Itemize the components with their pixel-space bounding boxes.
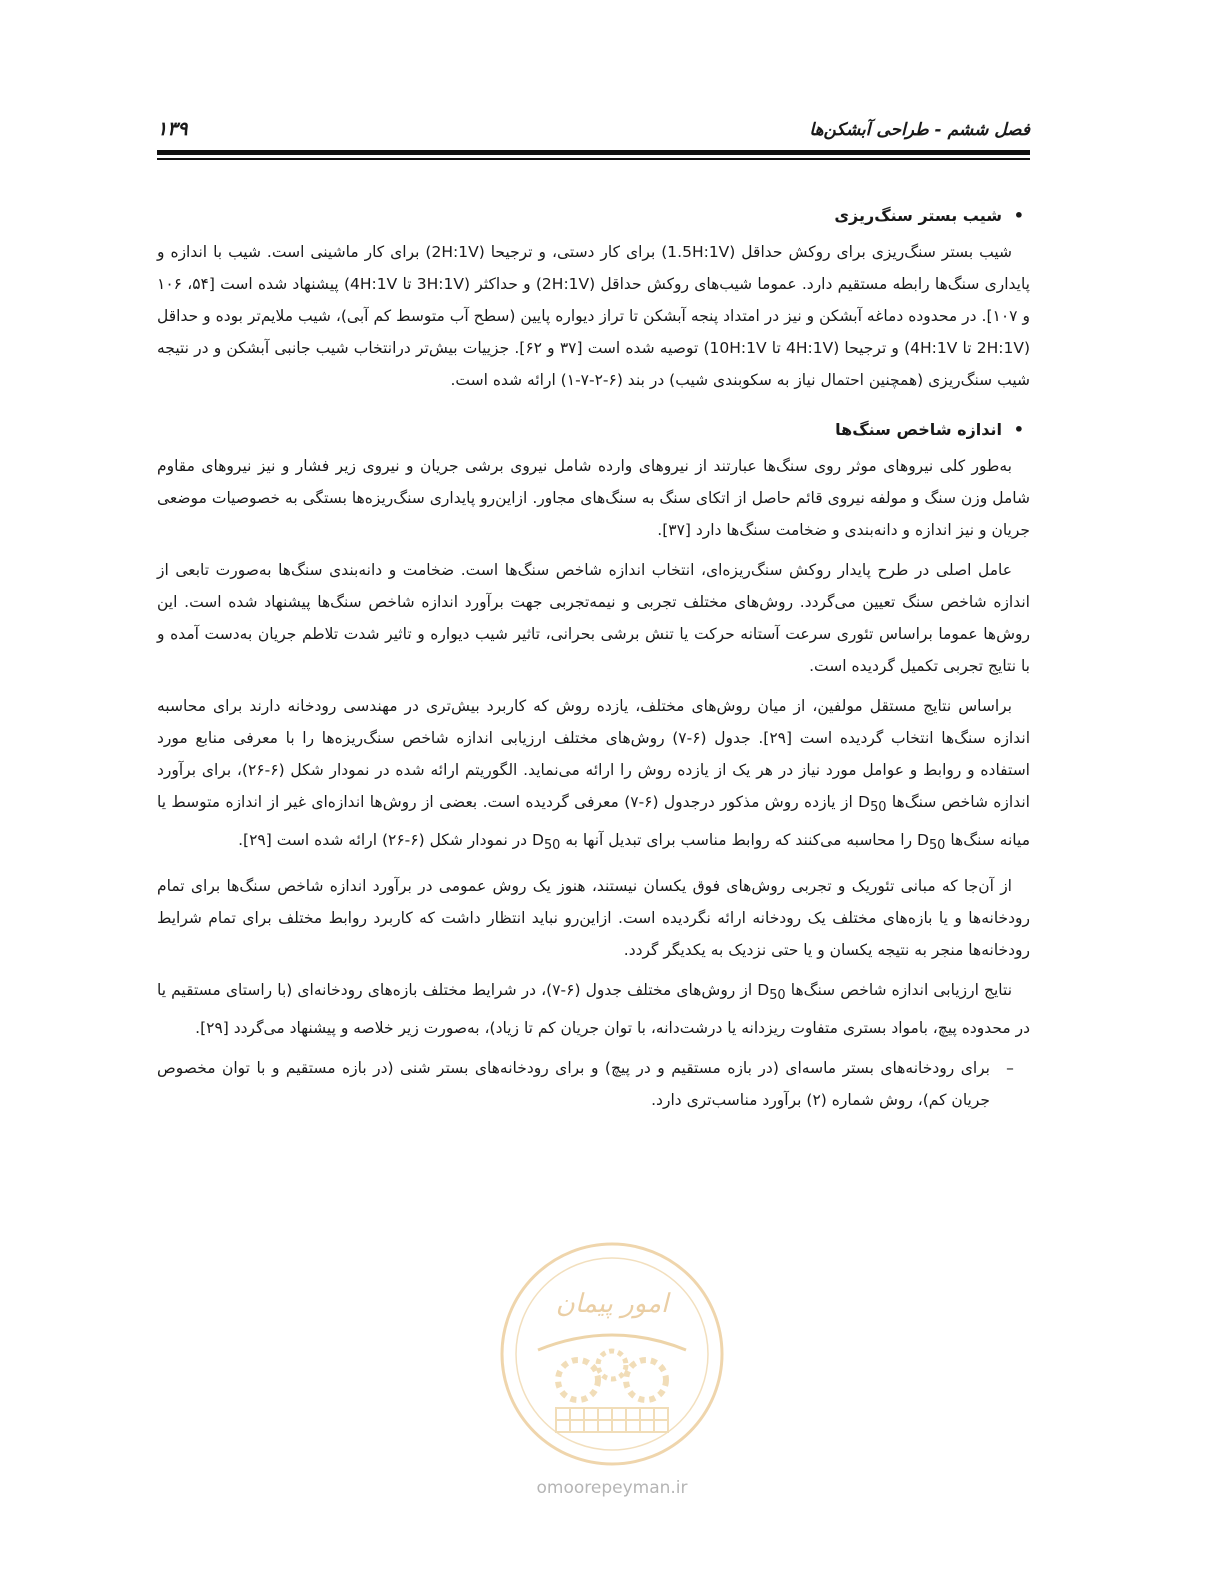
paragraph-text: از روش‌های مختلف جدول (۶-۷)، در شرایط مختلف بازه‌های رودخانه‌ای (با راستای مستقیم یا در محدوده پیچ، بامواد بستری متفاوت ریزدانه یا درشت‌دانه، با توان جریان کم تا زیاد)، به‌صورت زیر خلاصه و پیشنهاد می‌گردد [۲۹]. (157, 981, 1030, 1038)
paragraph-methods (157, 690, 1030, 862)
paragraph-slope: شیب بستر سنگ‌ریزی برای روکش حداقل (1.5H:1V) برای کار دستی، و ترجیحا (2H:1V) برای کار ماشینی است. شیب با اندازه و پایداری سنگ‌ها رابطه مستقیم دارد. عموما شیب‌های روکش حداقل (2H:1V) و حداکثر (3H:1V تا 4H:1V) پیشنهاد شده است [۵۴، ۱۰۶ و ۱۰۷]. در محدوده دماغه آبشکن و نیز در امتداد پنجه آبشکن تا تراز دیواره پایین (سطح آب متوسط کم آبی)، شیب ملایم‌تر بوده و حداقل (2H:1V تا 4H:1V) و ترجیحا (4H:1V تا 10H:1V) توصیه شده است [۳۷ و ۶۲]. جزییات بیش‌تر درانتخاب شیب جانبی آبشکن و در نتیجه شیب سنگ‌ریزی (همچنین احتمال نیاز به سکوبندی شیب) در بند (۶-۲-۷-۱) ارائه شده است. (157, 243, 1031, 389)
paragraph-text: را محاسبه می‌کنند که روابط مناسب برای تبدیل آنها به (565, 831, 913, 850)
section-heading-text: اندازه شاخص سنگ‌ها (835, 420, 1002, 439)
watermark-logo-text: امور پیمان (555, 1289, 669, 1319)
bullet-icon: • (1013, 420, 1024, 439)
paragraph-text: براساس نتایج مستقل مولفین، از میان روش‌های مختلف، یازده روش که کاربرد بیش‌تری در مهندسی رودخانه دارند برای محاسبه اندازه سنگ‌ها انتخاب گردیده است [۲۹]. جدول (۶-۷) روش‌های مختلف ارزیابی اندازه شاخص سنگ‌ریزه‌ها را با معرفی منابع مورد استفاده و روابط و عوامل مورد نیاز در هر یک از یازده روش را ارائه می‌نماید. الگوریتم ارائه شده در نمودار شکل (۶-۲۶)، برای برآورد اندازه شاخص سنگ‌ها (157, 697, 1030, 811)
d50-symbol: $D_{50}$ (757, 981, 786, 1004)
page-header (157, 118, 1030, 144)
d50-symbol: $D_{50}$ (858, 793, 887, 816)
paragraph-text: در نمودار شکل (۶-۲۶) ارائه شده است [۲۹]. (238, 831, 528, 850)
paragraph-forces: به‌طور کلی نیروهای موثر روی سنگ‌ها عبارتند از نیروهای وارده شامل نیروی برشی جریان و نیروی زیر فشار و نیز نیروهای مقاوم شامل وزن سنگ و مولفه نیروی قائم حاصل از اتکای سنگ به سنگ‌های مجاور. ازاین‌رو پایداری سنگ‌ریزه‌ها بستگی به خصوصیات موضعی جریان و نیز اندازه و دانه‌بندی و ضخامت سنگ‌ها دارد [۳۷]. (157, 457, 1030, 539)
watermark-site: omoorepeyman.ir (536, 1478, 688, 1498)
header-rule-thick (157, 150, 1030, 155)
paragraph-text: از یازده روش مذکور درجدول (۶-۷) معرفی گردیده است. بعضی از روش‌ها اندازه‌ای غیر از اندازه متوسط یا میانه سنگ‌ها (157, 793, 1030, 850)
bullet-icon: • (1013, 206, 1024, 225)
chapter-title: فصل ششم - طراحی آبشکن‌ها (809, 120, 1030, 140)
paragraph-results (157, 974, 1030, 1044)
section-heading-text: شیب بستر سنگ‌ریزی (834, 206, 1002, 225)
list-item-text: برای رودخانه‌های بستر ماسه‌ای (در بازه مستقیم و در پیچ) و برای رودخانه‌های بستر شنی (در بازه مستقیم و با توان مخصوص جریان کم)، روش شماره (۲) برآورد مناسب‌تری دارد. (157, 1059, 990, 1110)
page-number: ۱۳۹ (157, 118, 188, 140)
paragraph-main-factor: عامل اصلی در طرح پایدار روکش سنگ‌ریزه‌ای، انتخاب اندازه شاخص سنگ‌ها است. ضخامت و دانه‌بندی سنگ‌ها به‌صورت تابعی از اندازه شاخص سنگ تعیین می‌گردد. روش‌های مختلف تجربی و نیمه‌تجربی جهت برآورد اندازه شاخص سنگ‌ها پیشنهاد شده است. این روش‌ها عموما براساس تئوری سرعت آستانه حرکت یا تنش برشی بحرانی، تاثیر شیب دیواره و تاثیر شدت تلاطم جریان به‌دست آمده و با نتایج تجربی تکمیل گردیده است. (157, 561, 1030, 675)
document-body (157, 200, 1030, 1116)
paragraph-text: نتایج ارزیابی اندازه شاخص سنگ‌ها (790, 981, 1013, 1000)
d50-symbol: $D_{50}$ (532, 831, 561, 854)
dash-icon: – (1006, 1059, 1014, 1078)
paragraph-theory: از آن‌جا که مبانی تئوریک و تجربی روش‌های فوق یکسان نیستند، هنوز یک روش عمومی در برآورد اندازه شاخص سنگ‌ها برای تمام رودخانه‌ها و یا بازه‌های مختلف یک رودخانه ارائه نگردیده است. ازاین‌رو نباید انتظار داشت که کاربرد روابط مختلف برای تمام شرایط رودخانه‌ها منجر به نتیجه یکسان و یا حتی نزدیک به یکدیگر گردد. (157, 877, 1030, 960)
watermark-logo (498, 1240, 726, 1468)
section-heading-stone-size (157, 414, 1030, 446)
list-item (157, 1052, 1030, 1116)
section-heading-slope (157, 200, 1030, 232)
d50-symbol: $D_{50}$ (917, 831, 946, 854)
header-rule-thin (157, 158, 1030, 160)
